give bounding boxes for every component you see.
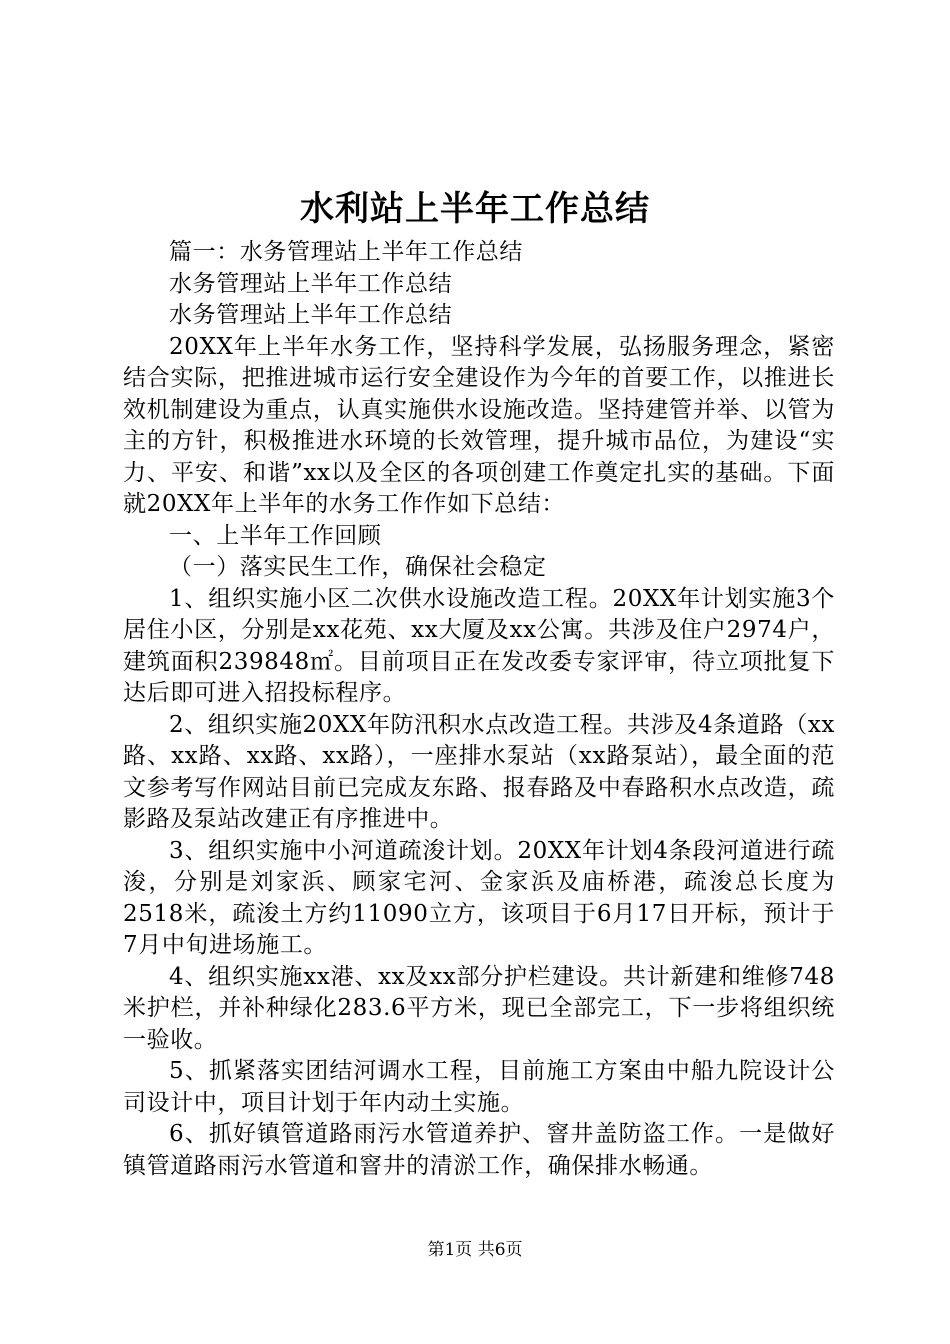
paragraph-item-3: 3、组织实施中小河道疏浚计划。20XX年计划4条段河道进行疏浚，分别是刘家浜、顾家宅河、金家浜及庙桥港，疏浚总长度为2518米，疏浚土方约11090立方，该项目于6月17日开标，预计于7月中旬进场施工。 bbox=[123, 837, 835, 958]
document-title: 水利站上半年工作总结 bbox=[300, 189, 650, 229]
paragraph-item-6: 6、抓好镇管道路雨污水管道养护、窨井盖防盗工作。一是做好镇管道路雨污水管道和窨井的清淤工作，确保排水畅通。 bbox=[123, 1121, 835, 1179]
paragraph-intro: 20XX年上半年水务工作，坚持科学发展，弘扬服务理念，紧密结合实际，把推进城市运行安全建设作为今年的首要工作，以推进长效机制建设为重点，认真实施供水设施改造。坚持建管并举、以管为主的方针，积极推进水环境的长效管理，提升城市品位，为建设“实力、平安、和谐”xx以及全区的各项创建工作奠定扎实的基础。下面就20XX年上半年的水务工作作如下总结： bbox=[123, 333, 835, 517]
subsection-heading-livelihood: （一）落实民生工作，确保社会稳定 bbox=[169, 554, 547, 580]
section-heading-review: 一、上半年工作回顾 bbox=[169, 522, 382, 549]
paragraph-subtitle: 水务管理站上半年工作总结 bbox=[169, 270, 453, 297]
paragraph-item-1: 1、组织实施小区二次供水设施改造工程。20XX年计划实施3个居住小区，分别是xx花苑、xx大厦及xx公寓。共涉及住户2974户，建筑面积239848㎡。目前项目正在发改委专家评审，待立项批复下达后即可进入招投标程序。 bbox=[123, 585, 835, 706]
paragraph-item-5: 5、抓紧落实团结河调水工程，目前施工方案由中船九院设计公司设计中，项目计划于年内动土实施。 bbox=[123, 1058, 835, 1116]
page-footer: 第1页 共6页 bbox=[427, 1240, 523, 1260]
paragraph-subtitle-repeat: 水务管理站上半年工作总结 bbox=[169, 302, 453, 328]
paragraph-item-2: 2、组织实施20XX年防汛积水点改造工程。共涉及4条道路（xx路、xx路、xx路、xx路），一座排水泵站（xx路泵站），最全面的范文参考写作网站目前已完成友东路、报春路及中春路积水点改造，疏影路及泵站改建正有序推进中。 bbox=[123, 711, 835, 832]
paragraph-chapter-heading: 篇一：水务管理站上半年工作总结 bbox=[169, 239, 523, 265]
paragraph-item-4: 4、组织实施xx港、xx及xx部分护栏建设。共计新建和维修748米护栏，并补种绿化283.6平方米，现已全部完工，下一步将组织统一验收。 bbox=[123, 963, 835, 1053]
document-body bbox=[123, 237, 835, 1182]
